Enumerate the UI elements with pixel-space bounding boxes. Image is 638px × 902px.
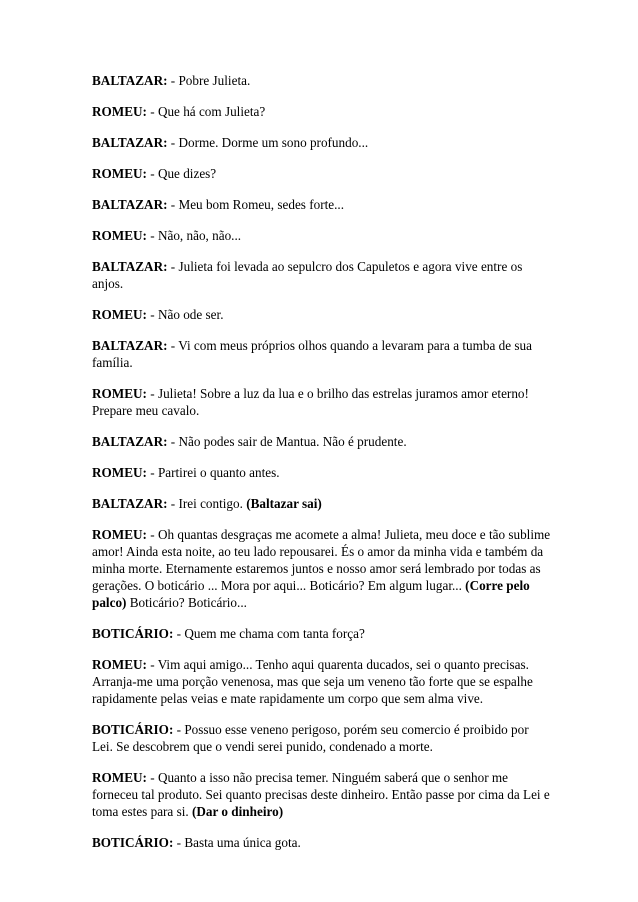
dialogue-line [92,656,552,707]
speaker-name: ROMEU: [92,770,147,785]
speaker-name: BOTICÁRIO: [92,722,174,737]
dialogue-line [92,227,552,244]
dialogue-line [92,258,552,292]
dialogue-line [92,625,552,642]
speaker-name: ROMEU: [92,657,147,672]
speaker-name: BALTAZAR: [92,496,168,511]
dialogue-text: - Vim aqui amigo... Tenho aqui quarenta ducados, sei o quanto precisas. Arranja-me uma porção venenosa, mas que seja um veneno tão forte que se espalhe rapidamente pelas veias e mate rapidamente um corpo que sem alma vive. [92,657,533,706]
dialogue-text: - Não ode ser. [150,307,224,322]
speaker-name: ROMEU: [92,386,147,401]
dialogue-text: - Oh quantas desgraças me acomete a alma! Julieta, meu doce e tão sublime amor! Ainda esta noite, ao teu lado repousarei. És o amor da minha vida e também da minha morte. Eternamente estaremos juntos e nosso amor será lembrado por todas as gerações. O boticário ... Mora por aqui... Boticário? Em algum lugar... [92,527,551,593]
dialogue-text: - Irei contigo. [170,496,247,511]
dialogue-line [92,165,552,182]
dialogue-line [92,433,552,450]
dialogue-text: - Quanto a isso não precisa temer. Ninguém saberá que o senhor me forneceu tal produto. Sei quanto precisas deste dinheiro. Então passe por cima da Lei e toma estes para si. [92,770,550,819]
speaker-name: ROMEU: [92,465,147,480]
dialogue-line [92,72,552,89]
dialogue-text: - Pobre Julieta. [170,73,251,88]
dialogue-line [92,526,552,611]
dialogue-text: - Meu bom Romeu, sedes forte... [170,197,345,212]
dialogue-line [92,196,552,213]
dialogue-text: - Que há com Julieta? [150,104,266,119]
dialogue-text: - Que dizes? [150,166,217,181]
dialogue-line [92,134,552,151]
dialogue-text: - Basta uma única gota. [176,835,301,850]
dialogue-text: - Dorme. Dorme um sono profundo... [170,135,369,150]
stage-direction: (Corre pelo palco) [92,578,530,610]
dialogue-text: - Julieta! Sobre a luz da lua e o brilho das estrelas juramos amor eterno! Prepare meu cavalo. [92,386,529,418]
speaker-name: BALTAZAR: [92,135,168,150]
speaker-name: BALTAZAR: [92,338,168,353]
dialogue-text: - Julieta foi levada ao sepulcro dos Capuletos e agora vive entre os anjos. [92,259,523,291]
dialogue-text: - Vi com meus próprios olhos quando a levaram para a tumba de sua família. [92,338,532,370]
dialogue-line [92,495,552,512]
dialogue-line [92,769,552,820]
speaker-name: ROMEU: [92,527,147,542]
speaker-name: BOTICÁRIO: [92,835,174,850]
speaker-name: ROMEU: [92,166,147,181]
dialogue-text: - Possuo esse veneno perigoso, porém seu comercio é proibido por Lei. Se descobrem que o vendi serei punido, condenado a morte. [92,722,529,754]
dialogue-text: - Quem me chama com tanta força? [176,626,365,641]
speaker-name: BALTAZAR: [92,197,168,212]
dialogue-line [92,834,552,851]
stage-direction: (Dar o dinheiro) [191,804,284,819]
speaker-name: BOTICÁRIO: [92,626,174,641]
dialogue-text: - Não podes sair de Mantua. Não é prudente. [170,434,407,449]
stage-direction: (Baltazar sai) [246,496,322,511]
speaker-name: BALTAZAR: [92,259,168,274]
dialogue-text: - Não, não, não... [150,228,242,243]
dialogue-line [92,385,552,419]
speaker-name: ROMEU: [92,228,147,243]
dialogue-text: Boticário? Boticário... [126,595,247,610]
dialogue-line [92,103,552,120]
dialogue-line [92,337,552,371]
speaker-name: BALTAZAR: [92,434,168,449]
speaker-name: BALTAZAR: [92,73,168,88]
speaker-name: ROMEU: [92,104,147,119]
dialogue-text: - Partirei o quanto antes. [150,465,280,480]
dialogue-line [92,464,552,481]
speaker-name: ROMEU: [92,307,147,322]
dialogue-line [92,721,552,755]
dialogue-line [92,306,552,323]
document-page [92,72,552,865]
